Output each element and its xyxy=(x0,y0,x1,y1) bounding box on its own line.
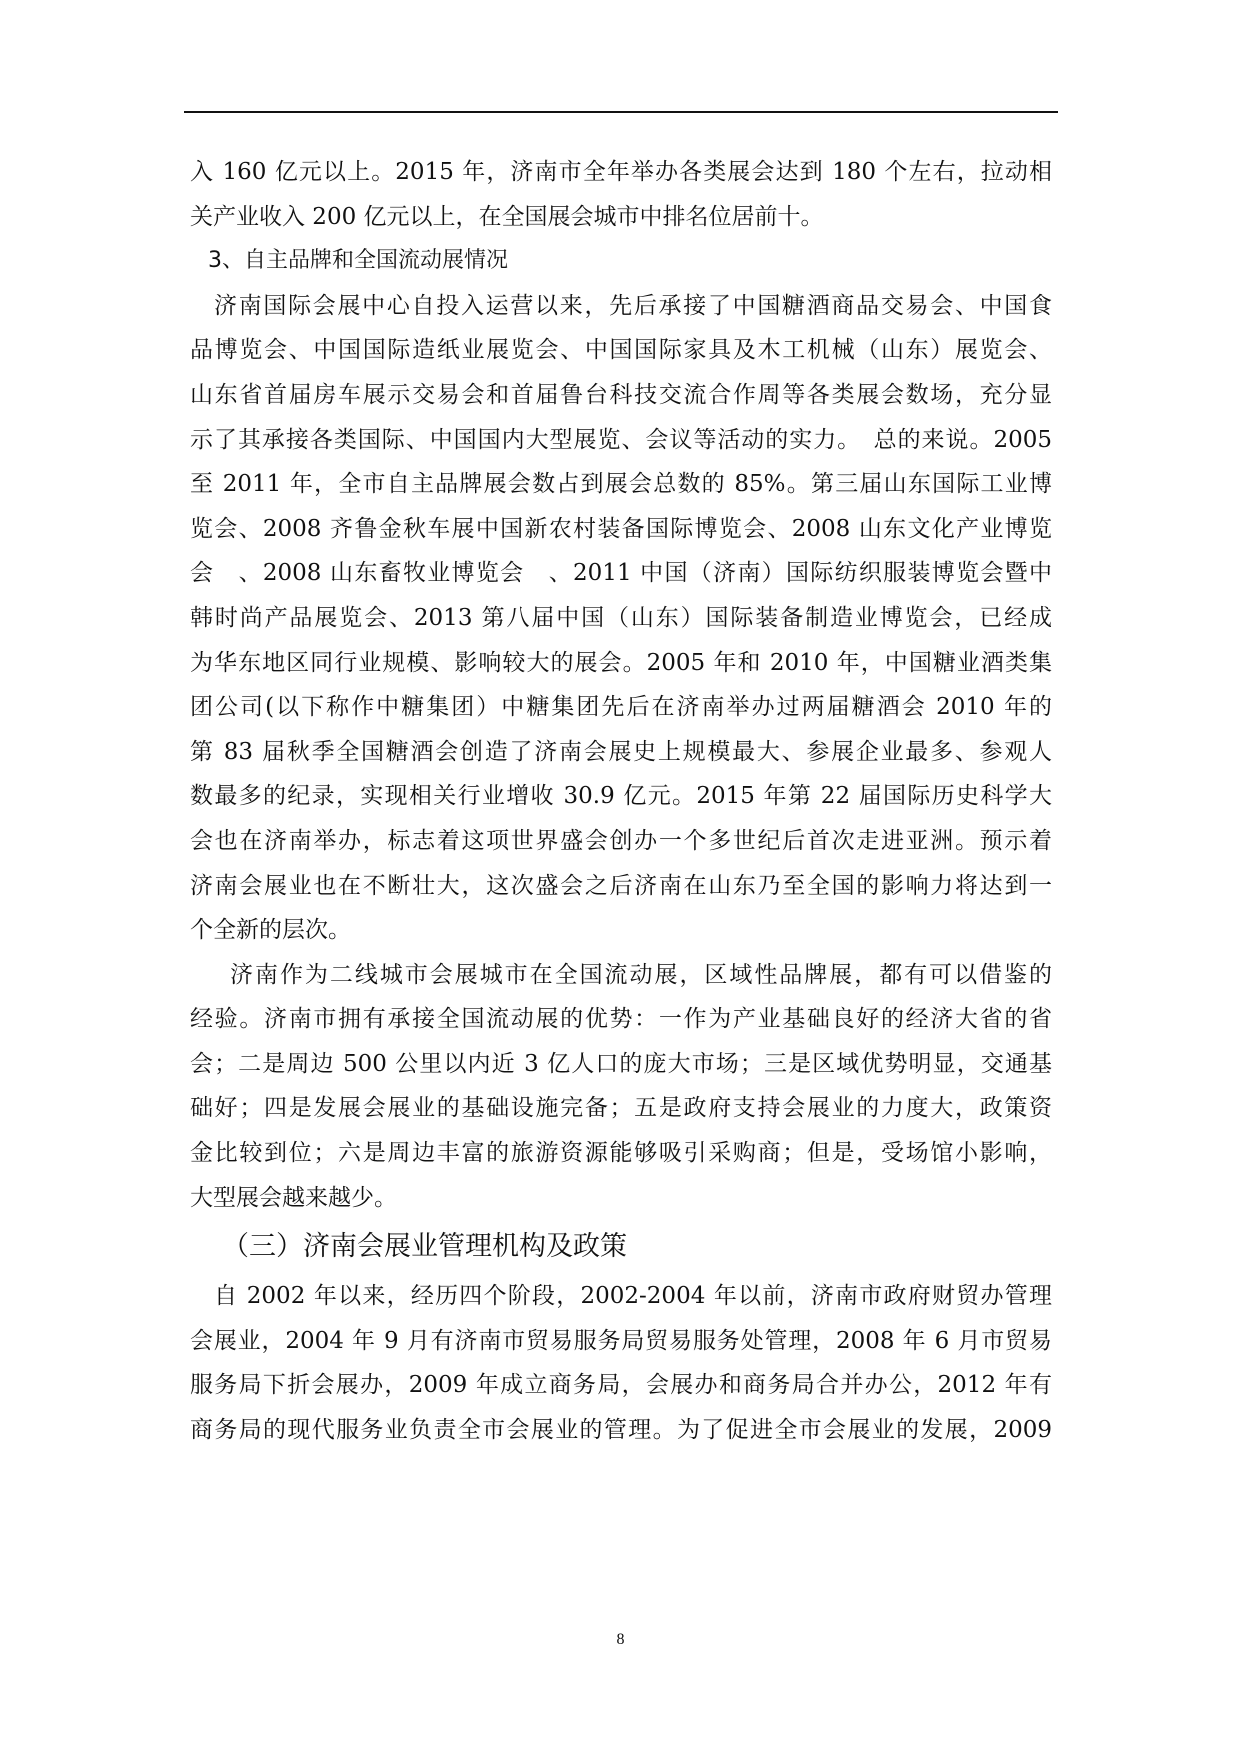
text-line: 团公司(以下称作中糖集团）中糖集团先后在济南举办过两届糖酒会 2010 年的 xyxy=(190,694,1052,721)
text-line: 济南会展业也在不断壮大，这次盛会之后济南在山东乃至全国的影响力将达到一 xyxy=(190,872,1052,899)
text-line: 关产业收入 200 亿元以上，在全国展会城市中排名位居前十。 xyxy=(190,203,824,230)
text-line: 济南作为二线城市会展城市在全国流动展，区域性品牌展，都有可以借鉴的 xyxy=(230,961,1052,988)
document-body xyxy=(190,150,1052,1453)
text-line: 会展业，2004 年 9 月有济南市贸易服务局贸易服务处管理，2008 年 6 月市贸易 xyxy=(190,1327,1052,1354)
text-line: 品博览会、中国国际造纸业展览会、中国国际家具及木工机械（山东）展览会、 xyxy=(190,337,1052,364)
text-line: 入 160 亿元以上。2015 年，济南市全年举办各类展会达到 180 个左右，拉动相 xyxy=(190,159,1052,185)
text-line: 览会、2008 齐鲁金秋车展中国新农村装备国际博览会、2008 山东文化产业博览 xyxy=(190,515,1052,542)
text-line: 金比较到位；六是周边丰富的旅游资源能够吸引采购商；但是，受场馆小影响， xyxy=(190,1140,1052,1167)
text-line: 商务局的现代服务业负责全市会展业的管理。为了促进全市会展业的发展，2009 xyxy=(190,1417,1052,1444)
text-line: 韩时尚产品展览会、2013 第八届中国（山东）国际装备制造业博览会，已经成 xyxy=(190,604,1052,631)
paragraph-1 xyxy=(190,150,1052,239)
text-line: 第 83 届秋季全国糖酒会创造了济南会展史上规模最大、参展企业最多、参观人 xyxy=(190,738,1052,765)
text-line: 服务局下折会展办，2009 年成立商务局，会展办和商务局合并办公，2012 年有 xyxy=(190,1372,1052,1399)
text-line: 经验。济南市拥有承接全国流动展的优势：一作为产业基础良好的经济大省的省 xyxy=(190,1006,1052,1033)
text-line: 础好；四是发展会展业的基础设施完备；五是政府支持会展业的力度大，政策资 xyxy=(190,1095,1052,1122)
text-line: 为华东地区同行业规模、影响较大的展会。2005 年和 2010 年，中国糖业酒类集 xyxy=(190,649,1052,676)
text-line: 大型展会越来越少。 xyxy=(190,1184,397,1211)
text-line: 会；二是周边 500 公里以内近 3 亿人口的庞大市场；三是区域优势明显，交通基 xyxy=(190,1050,1052,1077)
paragraph-2 xyxy=(190,284,1052,953)
subheading-3: 3、自主品牌和全国流动展情况 xyxy=(208,248,508,274)
text-line: 会也在济南举办，标志着这项世界盛会创办一个多世纪后首次走进亚洲。预示着 xyxy=(190,827,1052,854)
page-number: 8 xyxy=(616,1631,625,1648)
paragraph-4 xyxy=(190,1274,1052,1452)
text-line: 示了其承接各类国际、中国国内大型展览、会议等活动的实力。 总的来说。2005 xyxy=(190,426,1052,453)
text-line: 山东省首届房车展示交易会和首届鲁台科技交流合作周等各类展会数场，充分显 xyxy=(190,381,1052,408)
text-line: 数最多的纪录，实现相关行业增收 30.9 亿元。2015 年第 22 届国际历史科学大 xyxy=(190,783,1052,810)
text-line: 至 2011 年，全市自主品牌展会数占到展会总数的 85%。第三届山东国际工业博 xyxy=(190,471,1052,498)
header-rule xyxy=(184,111,1058,113)
paragraph-3 xyxy=(190,953,1052,1221)
text-line: 个全新的层次。 xyxy=(190,917,351,944)
section-heading: （三）济南会展业管理机构及政策 xyxy=(222,1231,627,1263)
text-line: 会 、2008 山东畜牧业博览会 、2011 中国（济南）国际纺织服装博览会暨中 xyxy=(190,560,1052,587)
text-line: 自 2002 年以来，经历四个阶段，2002-2004 年以前，济南市政府财贸办管理 xyxy=(214,1283,1052,1310)
text-line: 济南国际会展中心自投入运营以来，先后承接了中国糖酒商品交易会、中国食 xyxy=(214,292,1052,319)
